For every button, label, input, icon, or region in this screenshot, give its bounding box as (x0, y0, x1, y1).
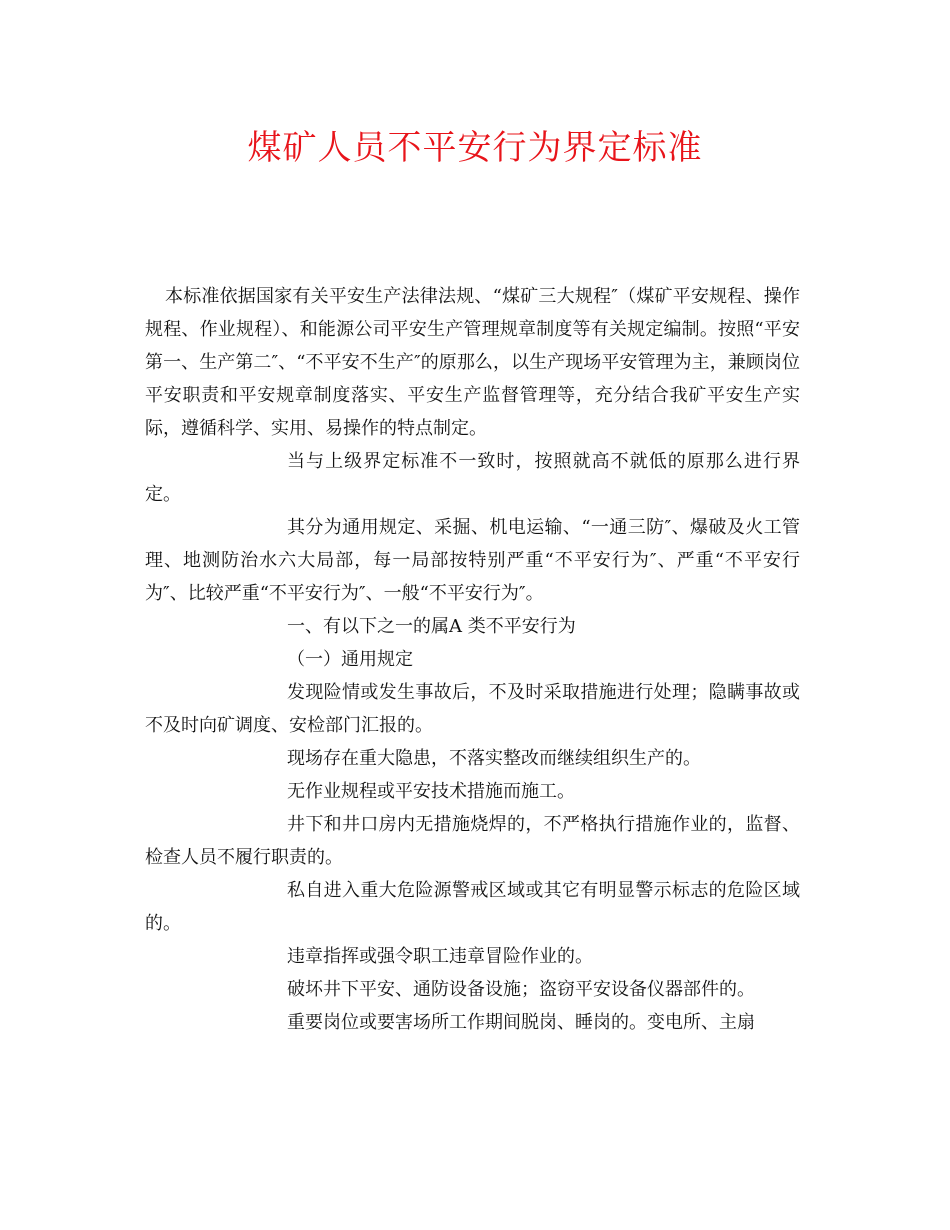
list-item: 违章指挥或强令职工违章冒险作业的。 (287, 946, 593, 967)
document-body (145, 280, 800, 1039)
list-item: 井下和井口房内无措施烧焊的，不严格执行措施作业的，监督、检查人员不履行职责的。 (145, 814, 800, 868)
list-item: 重要岗位或要害场所工作期间脱岗、睡岗的。变电所、主扇 (287, 1012, 755, 1033)
list-item: 发现险情或发生事故后，不及时采取措施进行处理；隐瞒事故或不及时向矿调度、安检部门汇报的。 (145, 682, 800, 736)
document-title: 煤矿人员不平安行为界定标准 (247, 128, 703, 168)
list-item: 无作业规程或平安技术措施而施工。 (287, 781, 575, 802)
list-item: 私自进入重大危险源警戒区域或其它有明显警示标志的危险区域的。 (145, 880, 800, 934)
list-item: 破坏井下平安、通防设备设施；盗窃平安设备仪器部件的。 (287, 979, 755, 1000)
list-item: 现场存在重大隐患，不落实整改而继续组织生产的。 (287, 748, 701, 769)
subsection-heading-general: （一）通用规定 (287, 649, 413, 670)
paragraph-sections-overview: 其分为通用规定、采掘、机电运输、“一通三防″、爆破及火工管理、地测防治水六大局部，每一局部按特别严重“不平安行为″、严重“不平安行为″、比较严重“不平安行为″、一般“不平安行为″。 (145, 517, 800, 604)
paragraph-intro: 本标准依据国家有关平安生产法律法规、“煤矿三大规程″（煤矿平安规程、操作规程、作业规程）、和能源公司平安生产管理规章制度等有关规定编制。按照“平安第一、生产第二″、“不平安不生产″的原那么，以生产现场平安管理为主，兼顾岗位平安职责和平安规章制度落实、平安生产监督管理等，充分结合我矿平安生产实际，遵循科学、实用、易操作的特点制定。 (145, 286, 800, 439)
section-heading-a-class: 一、有以下之一的属A 类不平安行为 (287, 616, 576, 637)
paragraph-standard-conflict: 当与上级界定标准不一致时，按照就高不就低的原那么进行界定。 (145, 451, 800, 505)
